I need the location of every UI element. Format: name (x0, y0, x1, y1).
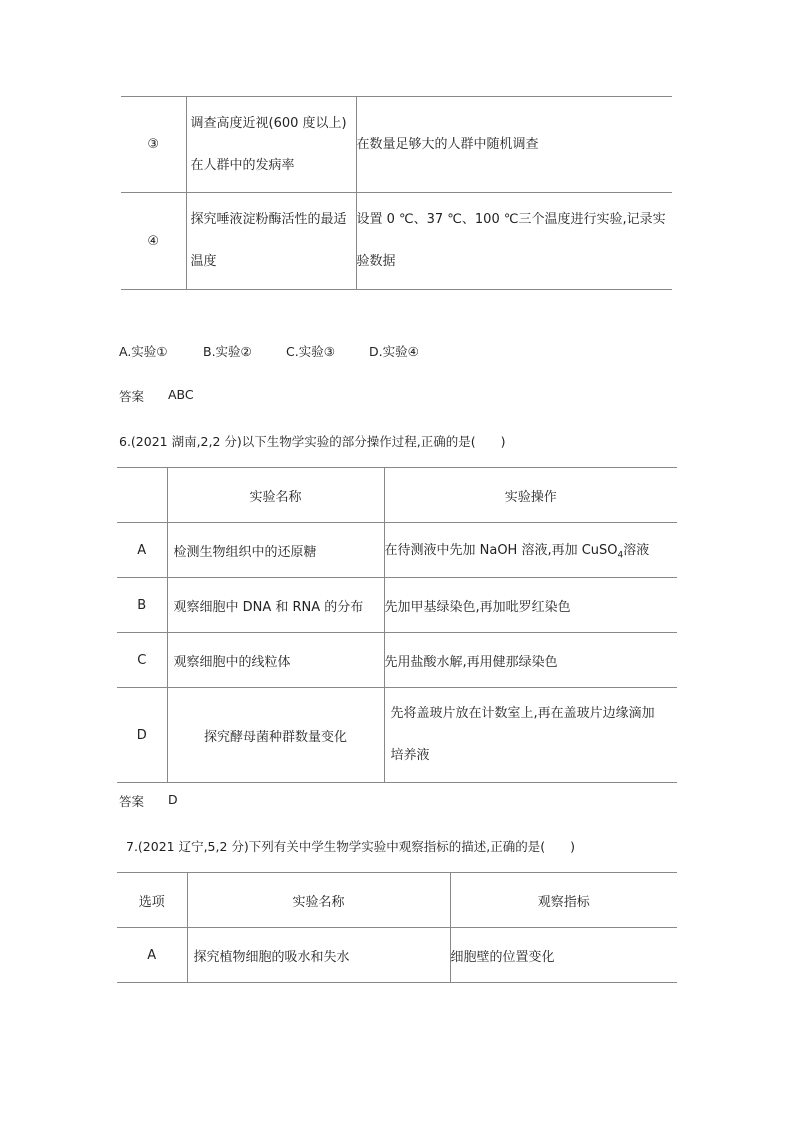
table-row (117, 578, 677, 633)
option-id: B (117, 578, 167, 633)
table-row (121, 97, 672, 193)
experiment-name-line: 调查高度近视(600 度以上) (190, 115, 347, 131)
experiment-table-continued (121, 96, 672, 290)
experiment-operation-line: 设置 0 ℃、37 ℃、100 ℃三个温度进行实验,记录实 (356, 212, 666, 227)
experiment-name: 观察细胞中的线粒体 (167, 633, 384, 688)
header-cell: 实验操作 (384, 468, 677, 523)
answer-value: ABC (168, 387, 194, 402)
experiment-operation-line: 验数据 (356, 254, 396, 269)
option-id: D (117, 688, 167, 783)
table-header-row (117, 873, 677, 928)
answer-label: 答案 (119, 794, 145, 809)
table-header-row (117, 468, 677, 523)
answer-value: D (168, 792, 178, 807)
table-row (121, 193, 672, 290)
experiment-operation-line: 培养液 (390, 748, 430, 763)
experiment-operation: 先加甲基绿染色,再加吡罗红染色 (384, 578, 677, 633)
question-stem: 6.(2021 湖南,2,2 分)以下生物学实验的部分操作过程,正确的是( ) (119, 434, 506, 449)
table-row (117, 633, 677, 688)
option-d: D.实验④ (369, 344, 419, 359)
table-row (117, 523, 677, 578)
option-id: C (117, 633, 167, 688)
header-cell: 实验名称 (187, 873, 450, 928)
option-id: A (117, 523, 167, 578)
table-row (117, 688, 677, 783)
experiment-operation: 在数量足够大的人群中随机调查 (356, 136, 539, 152)
question-stem: 7.(2021 辽宁,5,2 分)下列有关中学生物学实验中观察指标的描述,正确的是( ) (126, 839, 576, 854)
table-row (117, 928, 677, 983)
experiment-name: 检测生物组织中的还原糖 (167, 523, 384, 578)
header-cell (117, 468, 167, 523)
experiment-name-line: 在人群中的发病率 (190, 157, 295, 173)
option-id: A (117, 928, 187, 983)
header-cell: 观察指标 (450, 873, 677, 928)
observation-index: 细胞壁的位置变化 (450, 928, 677, 983)
experiment-name: 探究酵母菌种群数量变化 (167, 688, 384, 783)
experiment-name: 探究植物细胞的吸水和失水 (187, 928, 450, 983)
row-number: ④ (121, 193, 186, 290)
row-number: ③ (121, 97, 186, 193)
experiment-name: 观察细胞中 DNA 和 RNA 的分布 (167, 578, 384, 633)
experiment-name-line: 探究唾液淀粉酶活性的最适 (190, 212, 347, 227)
experiment-name-line: 温度 (190, 254, 217, 269)
option-c: C.实验③ (286, 344, 335, 359)
experiment-table-q6 (117, 467, 677, 783)
experiment-table-q7 (117, 872, 677, 983)
option-a: A.实验① (119, 344, 168, 359)
header-cell: 选项 (117, 873, 187, 928)
answer-label: 答案 (119, 389, 145, 404)
option-b: B.实验② (203, 344, 252, 359)
experiment-operation: 在待测液中先加 NaOH 溶液,再加 CuSO$_4$溶液 (384, 523, 677, 578)
experiment-operation-line: 先将盖玻片放在计数室上,再在盖玻片边缘滴加 (390, 706, 655, 721)
experiment-operation: 先用盐酸水解,再用健那绿染色 (384, 633, 677, 688)
header-cell: 实验名称 (167, 468, 384, 523)
